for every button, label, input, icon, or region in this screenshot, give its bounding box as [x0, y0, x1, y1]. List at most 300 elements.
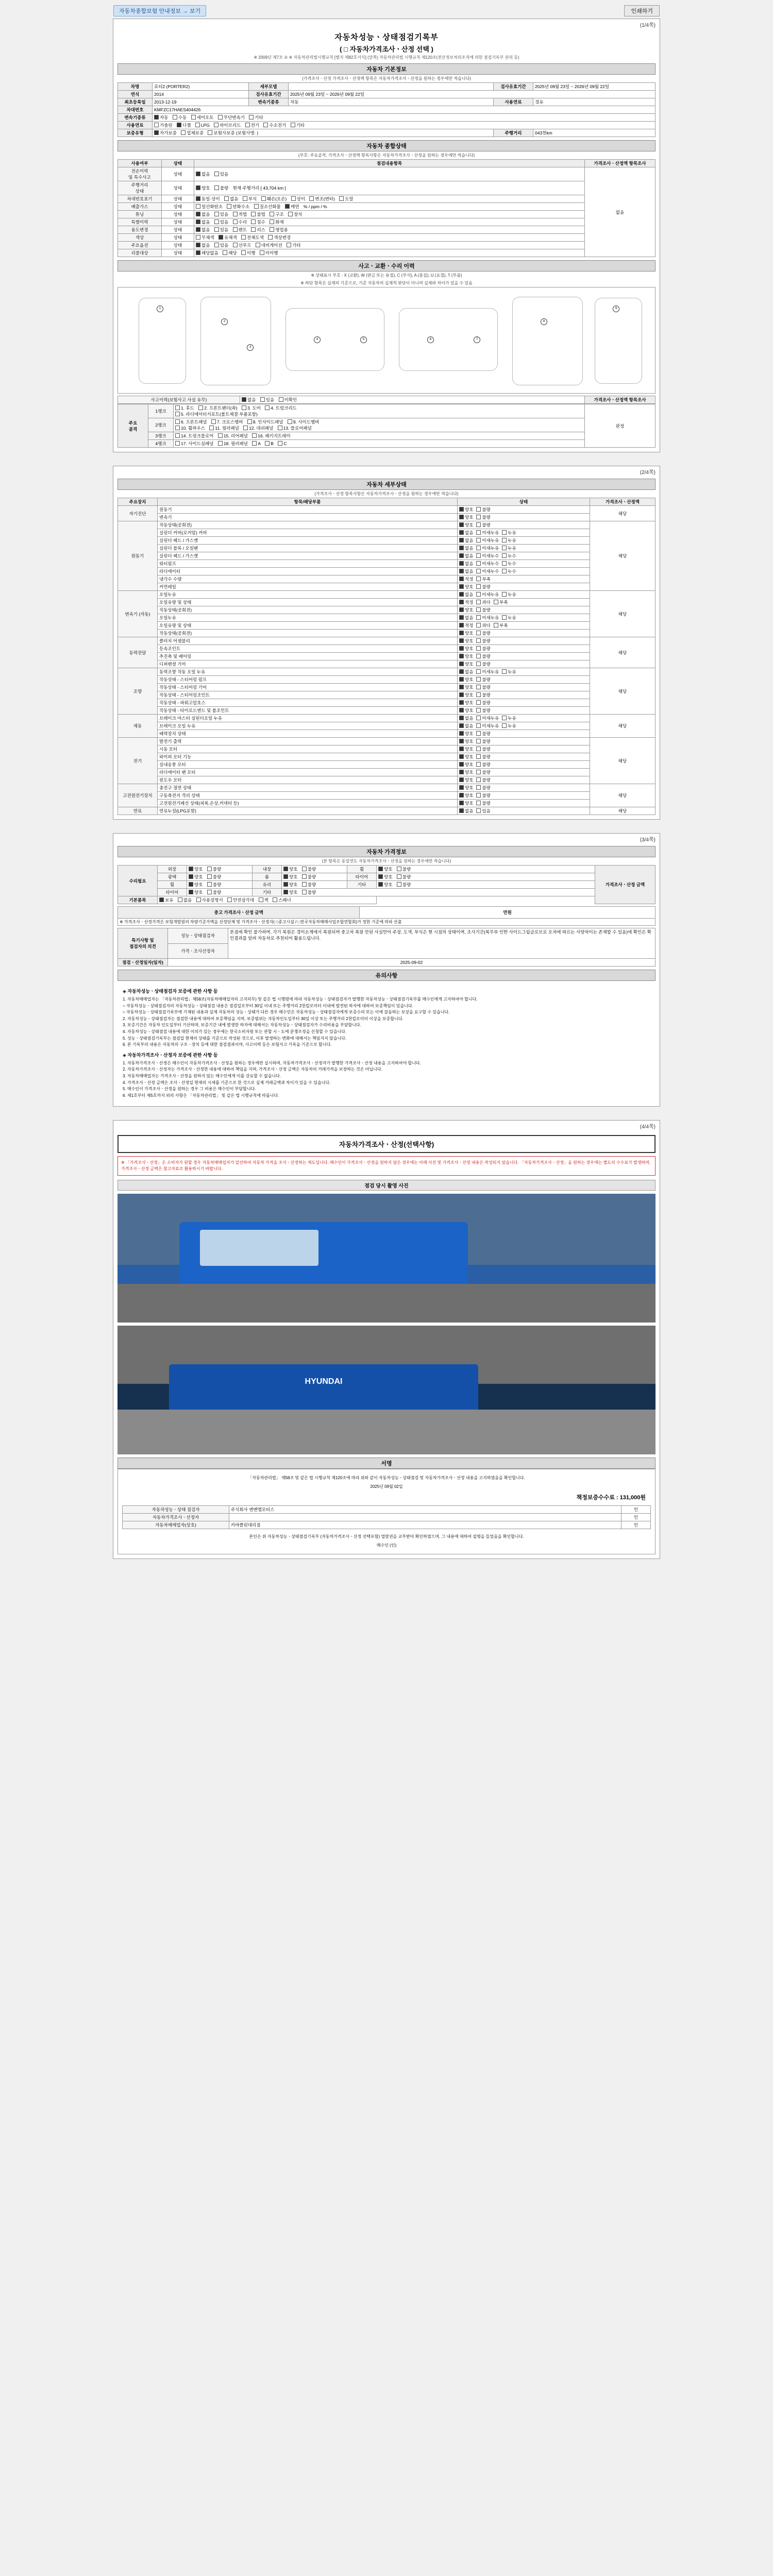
detail-item-options — [458, 529, 590, 537]
detail-rows-body — [118, 506, 656, 815]
opt-warranty-insurer[interactable]: 보험사보증 (보험사명: ) — [208, 130, 258, 136]
detail-opt[interactable]: 없음 — [459, 561, 473, 567]
detail-row — [118, 521, 656, 529]
frame-item-9[interactable]: 9. 사이드멤버 — [288, 419, 320, 425]
opt-op-etc[interactable]: 기타 — [287, 242, 300, 248]
detail-opt[interactable]: 불량 — [476, 731, 490, 737]
cell-label-trans-opts: 변속기종류 — [118, 114, 153, 122]
detail-opt[interactable]: 불량 — [476, 754, 490, 760]
opt-cl-mono[interactable]: 무채색 — [196, 234, 214, 241]
detail-price-cell: 해당 — [590, 807, 656, 815]
detail-opt[interactable]: 불량 — [476, 700, 490, 706]
detail-opt[interactable]: 양호 — [459, 692, 473, 698]
detail-item-options — [458, 599, 590, 606]
doc-subtitle: ( □ 자동차가격조사ㆍ산정 선택 ) — [340, 45, 433, 53]
notice-line: 1. 자동차매매업자는 「자동차관리법」제58조(자동차매매업자의 고지의무) 및 같은 법 시행령에 따라 자동차성능ㆍ상태점검자가 발행한 자동차성능ㆍ상태점검기록부를 매수인에게 고지하여야 합니다. — [123, 997, 478, 1002]
frame-item-14[interactable]: 14. 트렁크플로어 — [175, 433, 213, 439]
detail-opt[interactable]: 양호 — [459, 584, 473, 590]
frame-item-a[interactable]: A — [252, 441, 261, 446]
opt-wheel2-ok[interactable]: 양호 — [189, 882, 203, 888]
opt-basic-jack[interactable]: 잭 — [259, 897, 268, 903]
detail-opt[interactable]: 양호 — [459, 646, 473, 652]
detail-opt[interactable]: 있음 — [476, 808, 490, 814]
detail-price-cell: 해당 — [590, 521, 656, 591]
opt-fuel-diesel[interactable]: 디젤 — [177, 122, 191, 128]
opt-op-sunroof[interactable]: 선루프 — [233, 242, 251, 248]
detail-opt[interactable]: 양호 — [459, 761, 473, 768]
detail-opt[interactable]: 양호 — [459, 684, 473, 690]
detail-item-label: 실내송풍 모터 — [158, 761, 458, 769]
opt-uc-biz[interactable]: 영업용 — [270, 227, 288, 233]
detail-item-label: 변속기 — [158, 514, 458, 521]
detail-opt[interactable]: 불량 — [476, 630, 490, 636]
detail-opt[interactable]: 부족 — [494, 622, 508, 629]
detail-opt[interactable]: 불량 — [476, 661, 490, 667]
frame-item-1[interactable]: 1. 후드 — [175, 405, 194, 411]
row-label-total-loss: 전손이력 및 특수사고 — [118, 167, 162, 181]
detail-opt[interactable]: 불량 — [476, 769, 490, 775]
detail-opt[interactable]: 불량 — [476, 514, 490, 520]
opt-basic-manual[interactable]: 사용설명서 — [196, 897, 223, 903]
opt-vin-rust[interactable]: 부식 — [243, 196, 257, 202]
damage-point-6: 6 — [427, 336, 434, 343]
notice-line: 2. 자동차가격조사ㆍ산정자는 가격조사ㆍ산정한 내용에 대하여 책임을 지며, 가격조사ㆍ산정 금액은 자동차의 거래가격을 보장하는 것은 아닙니다. — [123, 1067, 382, 1072]
frame-item-10[interactable]: 10. 휠하우스 — [175, 425, 205, 431]
detail-opt[interactable]: 불량 — [476, 800, 490, 806]
opt-vin-alter[interactable]: 변조(변타) — [309, 196, 335, 202]
opt-tn-none[interactable]: 없음 — [196, 211, 210, 217]
frame-item-11[interactable]: 11. 필러패널 — [209, 425, 239, 431]
detail-opt[interactable]: 누유 — [502, 530, 516, 536]
detail-opt[interactable]: 적정 — [459, 576, 473, 582]
opt-fuel-gasoline[interactable]: 가솔린 — [154, 122, 173, 128]
frame-item-2[interactable]: 2. 프론트팬더(좌) — [198, 405, 237, 411]
detail-opt[interactable]: 없음 — [459, 808, 473, 814]
car-view-rear — [512, 297, 583, 385]
detail-opt[interactable]: 누유 — [502, 591, 516, 598]
detail-opt[interactable]: 적정 — [459, 622, 473, 629]
opt-uc-yes[interactable]: 있음 — [214, 227, 228, 233]
opt-polish-ok[interactable]: 양호 — [189, 874, 203, 880]
opt-trans-semi[interactable]: 세미오토 — [191, 114, 214, 121]
opt-basic-spanner[interactable]: 스패너 — [273, 897, 291, 903]
detail-opt[interactable]: 미세누수 — [476, 568, 499, 574]
opt-hi-repair[interactable]: 수리 — [233, 219, 247, 225]
opt-rc-yes[interactable]: 해당 — [223, 250, 237, 256]
detail-row — [118, 730, 656, 738]
opt-tn-device[interactable]: 장치 — [288, 211, 302, 217]
detail-opt[interactable]: 미세누유 — [476, 537, 499, 544]
frame-item-5[interactable]: 5. 라디에이터서포트(볼트체결 부품포함) — [175, 411, 258, 417]
detail-item-label: 연료누설(LPG포함) — [158, 807, 458, 815]
row-state-color: 상태 — [162, 234, 194, 242]
detail-opt[interactable]: 미세누유 — [476, 545, 499, 551]
detail-opt[interactable]: 누유 — [502, 669, 516, 675]
detail-opt[interactable]: 누유 — [502, 537, 516, 544]
detail-row — [118, 514, 656, 521]
detail-row — [118, 506, 656, 514]
rank-2-items — [174, 418, 585, 432]
frame-item-6[interactable]: 6. 프론트패널 — [175, 419, 207, 425]
detail-row — [118, 529, 656, 537]
opt-warranty-company[interactable]: 업체보증 — [181, 130, 204, 136]
detail-opt[interactable]: 불량 — [476, 785, 490, 791]
detail-opt[interactable]: 미세누유 — [476, 669, 499, 675]
opt-ext-bad[interactable]: 불량 — [207, 866, 221, 872]
detail-opt[interactable]: 불량 — [476, 761, 490, 768]
detail-item-options — [458, 622, 590, 630]
detail-opt[interactable]: 양호 — [459, 785, 473, 791]
opt-acc-none[interactable]: 없음 — [242, 397, 256, 403]
opt-fuel-etc[interactable]: 기타 — [291, 122, 305, 128]
detail-opt[interactable]: 부족 — [476, 576, 490, 582]
detail-opt[interactable]: 없음 — [459, 530, 473, 536]
opt-em-nox[interactable]: 질소산화물 — [254, 204, 281, 210]
detail-opt[interactable]: 미세누유 — [476, 715, 499, 721]
cell-label-firstreg: 최초등록일 — [118, 98, 153, 106]
notice-line: 4. 가격조사ㆍ산정 금액은 조사ㆍ산정일 현재의 시세를 기준으로 한 것으로 실제 거래금액과 차이가 있을 수 있습니다. — [123, 1080, 331, 1085]
opt-acc-yes[interactable]: 있음 — [260, 397, 274, 403]
cell-label-mileage-head: 검사유효기간 — [249, 91, 289, 98]
frame-item-3[interactable]: 3. 도어 — [242, 405, 261, 411]
detail-item-options — [458, 545, 590, 552]
opt-uc-lease[interactable]: 리스 — [251, 227, 265, 233]
detail-opt[interactable]: 양호 — [459, 607, 473, 613]
detail-item-label: 디퍼렌셜 기어 — [158, 660, 458, 668]
frame-item-13[interactable]: 13. 플로어패널 — [278, 425, 312, 431]
detail-opt[interactable]: 불량 — [476, 676, 490, 683]
opt-glass-ok[interactable]: 양호 — [283, 882, 297, 888]
section-detail-title: 자동차 세부상태 — [117, 479, 656, 490]
detail-row — [118, 668, 656, 676]
detail-opt[interactable]: 누수 — [502, 561, 516, 567]
price-col-merged: 없음 — [585, 167, 656, 257]
price-item-glass: 유리 — [253, 881, 282, 889]
emission-units: % / ppm / % — [303, 204, 327, 209]
opt-etc-ok[interactable]: 양호 — [378, 882, 392, 888]
detail-opt[interactable]: 미세누유 — [476, 591, 499, 598]
opt-fuel-ev[interactable]: 전기 — [245, 122, 259, 128]
buyer-confirm-text: 본인은 위 자동차성능ㆍ상태점검기록부 (자동차가격조사ㆍ산정 선택포함) 열람권을 교부받아 확인하였으며, 그 내용에 대하여 설명을 들었음을 확인합니다. — [249, 1534, 524, 1539]
opt-tire-ok[interactable]: 양호 — [378, 874, 392, 880]
price-item-wheel: 휠 — [347, 866, 377, 873]
detail-opt[interactable]: 불량 — [476, 746, 490, 752]
opt-em-hc[interactable]: 탄화수소 — [227, 204, 249, 210]
detail-item-label: 원동기 — [158, 506, 458, 514]
opt-hi-yes[interactable]: 있음 — [214, 219, 228, 225]
detail-opt[interactable]: 미세누유 — [476, 530, 499, 536]
detail-price-cell: 해당 — [590, 784, 656, 807]
opt-vin-diff[interactable]: 상이 — [291, 196, 305, 202]
detail-opt[interactable]: 불량 — [476, 646, 490, 652]
row-label-vin-mark: 차대번호표기 — [118, 195, 162, 203]
detail-opt[interactable]: 미세누수 — [476, 553, 499, 559]
row-state-vin: 상태 — [162, 195, 194, 203]
detail-opt[interactable]: 불량 — [476, 584, 490, 590]
detail-item-label: 와이퍼 모터 기능 — [158, 753, 458, 761]
detail-opt[interactable]: 양호 — [459, 707, 473, 714]
detail-opt[interactable]: 양호 — [459, 731, 473, 737]
detail-opt[interactable]: 불량 — [476, 738, 490, 744]
cell-warranty-options — [153, 129, 494, 137]
detail-opt[interactable]: 없음 — [459, 669, 473, 675]
opt-trans-manual[interactable]: 수동 — [173, 114, 187, 121]
opt-vin-same[interactable]: 동일·상이 — [196, 196, 220, 202]
detail-opt[interactable]: 미세누수 — [476, 561, 499, 567]
opt-vin-erase[interactable]: 도말 — [339, 196, 353, 202]
opt-vin-damage[interactable]: 훼손(오손) — [261, 196, 287, 202]
detail-item-options — [458, 568, 590, 575]
opt-rc-not[interactable]: 미이행 — [260, 250, 278, 256]
opt-tn-legal[interactable]: 적법 — [233, 211, 247, 217]
detail-opt[interactable]: 누유 — [502, 545, 516, 551]
opt-rc-na[interactable]: 해당없음 — [196, 250, 219, 256]
detail-row — [118, 583, 656, 591]
opt-cl-chroma[interactable]: 유채색 — [219, 234, 237, 241]
accident-note-1: ※ 상태표시 부호 : X (교환), W (판금 또는 용접), C (부식), A (흠집), U (요철), T (부품) — [311, 273, 462, 278]
opt-rc-done[interactable]: 이행 — [241, 250, 255, 256]
detail-opt[interactable]: 과다 — [476, 622, 490, 629]
opt-uc-none[interactable]: 없음 — [196, 227, 210, 233]
table-main-frame — [117, 404, 656, 448]
opt-tire2-ok[interactable]: 양호 — [189, 889, 203, 895]
detail-opt[interactable]: 불량 — [476, 638, 490, 644]
detail-row — [118, 792, 656, 800]
price-method-note: ※ 가격조사ㆍ산정가격은 보험개발원의 차량기준가액을 산정단체 및 가격조사ㆍ산정자( □중고시설 / □전국자동차매매사업조합연합회)가 정한 기준에 따라 산출 — [118, 919, 656, 926]
notice-line: ○ 자동차성능ㆍ상태점검기록부에 기재된 내용과 실제 자동차의 성능ㆍ상태가 다른 경우 매수인은 자동차성능ㆍ상태점검자에게 보증수리 또는 이에 갈음하는 보상을 요구할 수 있습니다. — [123, 1010, 450, 1015]
detail-opt[interactable]: 없음 — [459, 591, 473, 598]
row-opts-history — [194, 218, 585, 226]
cell-value-odo: 043천km — [533, 129, 656, 137]
detail-row — [118, 599, 656, 606]
detail-opt[interactable]: 양호 — [459, 800, 473, 806]
label-price-assessor: 가격ㆍ조사산정자 — [168, 943, 228, 959]
frame-item-18[interactable]: 18. 필러패널 — [218, 440, 248, 447]
section-price-title: 자동차 가격정보 — [117, 846, 656, 857]
opt-em-smoke[interactable]: 매연 — [285, 204, 299, 210]
frame-item-b[interactable]: B — [265, 441, 274, 446]
opt-trans-cvt[interactable]: 무단변속기 — [218, 114, 245, 121]
detail-opt[interactable]: 양호 — [459, 700, 473, 706]
cell-value-year: 2014 — [153, 91, 249, 98]
opt-wheel-ok[interactable]: 양호 — [378, 866, 392, 872]
detail-item-options — [458, 537, 590, 545]
notice-line: ○ 자동차성능ㆍ상태점검자의 자동차성능ㆍ상태점검 내용은 점검일로부터 30일 이내 또는 주행거리 2천킬로미터 이내에 발견된 하자에 대하여 보증책임이 있습니다. — [123, 1003, 413, 1008]
opt-etc-bad[interactable]: 불량 — [397, 882, 411, 888]
frame-item-16[interactable]: 16. 패키지트레이 — [252, 433, 290, 439]
opt-tl-none[interactable]: 없음 — [196, 171, 210, 177]
notice-list-1 — [123, 996, 650, 1048]
detail-item-options — [458, 753, 590, 761]
opt-int-bad[interactable]: 불량 — [302, 866, 316, 872]
sign-row-2-value — [229, 1514, 621, 1521]
opt-uc-rent[interactable]: 렌트 — [233, 227, 247, 233]
detail-row — [118, 707, 656, 715]
label-main-frame: 주요 골격 — [118, 404, 148, 448]
frame-item-12[interactable]: 12. 대쉬패널 — [243, 425, 273, 431]
opt-trans-etc[interactable]: 기타 — [249, 114, 263, 121]
detail-opt[interactable]: 양호 — [459, 769, 473, 775]
page-number-4: (4/4쪽) — [640, 1124, 656, 1130]
detail-opt[interactable]: 없음 — [459, 545, 473, 551]
opt-cl-change[interactable]: 색상변경 — [268, 234, 291, 241]
opt-op-yes[interactable]: 있음 — [214, 242, 228, 248]
car-view-side-right — [399, 308, 498, 371]
detail-opt[interactable]: 불량 — [476, 506, 490, 513]
table-overall-state — [117, 159, 656, 257]
frame-item-7[interactable]: 7. 크로스멤버 — [211, 419, 243, 425]
opt-room-bad[interactable]: 불량 — [302, 874, 316, 880]
remarks-text: 본점에 확인 불가하며, 각기 복원은 경미소계에서 복원되며 중고차 복원 안된 사실만이 주장, 도색, 부식은 현 시점의 상태이며, 조사기간(복무부 인한 사이드그립글로브로 오차에 따르는 사양차이는 존재할 수 있음)에 확인은 확인결과를 알려 자동차로 추천되어 활용드립니다. — [228, 928, 656, 959]
detail-opt[interactable]: 양호 — [459, 754, 473, 760]
detail-opt[interactable]: 양호 — [459, 661, 473, 667]
detail-opt[interactable]: 양호 — [459, 676, 473, 683]
opt-room-ok[interactable]: 양호 — [283, 874, 297, 880]
notice-line: 4. 자동차성능ㆍ상태점검 내용에 대한 이의가 있는 경우에는 한국소비자원 또는 관할 시ㆍ도에 분쟁조정을 신청할 수 있습니다. — [123, 1029, 347, 1035]
opt-trans-auto[interactable]: 자동 — [154, 114, 168, 121]
detail-opt[interactable]: 양호 — [459, 638, 473, 644]
brand-text: HYUNDAI — [305, 1377, 343, 1386]
detail-opt[interactable]: 미세누유 — [476, 723, 499, 729]
detail-item-label: 라디에이터 — [158, 568, 458, 575]
opt-vin-none[interactable]: 없음 — [224, 196, 238, 202]
detail-opt[interactable]: 불량 — [476, 522, 490, 528]
detail-item-options — [458, 668, 590, 676]
detail-opt[interactable]: 없음 — [459, 723, 473, 729]
opt-mi-ok[interactable]: 양호 — [196, 185, 210, 191]
detail-opt[interactable]: 양호 — [459, 630, 473, 636]
detail-opt[interactable]: 불량 — [476, 684, 490, 690]
opt-mi-bad[interactable]: 불량 — [214, 185, 228, 191]
detail-opt[interactable]: 불량 — [476, 653, 490, 659]
detail-opt[interactable]: 양호 — [459, 514, 473, 520]
detail-opt[interactable]: 양호 — [459, 777, 473, 783]
detail-item-label: 오일누유 — [158, 591, 458, 599]
opt-warranty-self[interactable]: 자가보증 — [154, 130, 177, 136]
vehicle-photo-front — [117, 1194, 656, 1323]
section-detail-note: (가격조사ㆍ산정 항목사항은 자동차가격조사ㆍ산정을 원하는 경우에만 적습니다) — [314, 492, 459, 496]
detail-opt[interactable]: 누유 — [502, 715, 516, 721]
detail-opt[interactable]: 없음 — [459, 568, 473, 574]
detail-row — [118, 606, 656, 614]
sheet-page-1 — [113, 19, 660, 452]
detail-opt[interactable]: 불량 — [476, 777, 490, 783]
detail-row — [118, 545, 656, 552]
detail-opt[interactable]: 적정 — [459, 599, 473, 605]
fee-label: 책정보증수수료 : — [576, 1495, 618, 1501]
detail-opt[interactable]: 누수 — [502, 568, 516, 574]
opt-basic-have[interactable]: 보유 — [159, 897, 173, 903]
detail-row — [118, 784, 656, 792]
insurance-info-link[interactable]: 자동차종합보험 안내정보 → 보기 — [113, 5, 206, 16]
print-button[interactable]: 인쇄하기 — [624, 5, 660, 16]
opt-tn-illegal[interactable]: 불법 — [251, 211, 265, 217]
opt-hi-flood[interactable]: 침수 — [251, 219, 265, 225]
opt-etc2-ok[interactable]: 양호 — [283, 889, 297, 895]
detail-group-label: 제동 — [118, 715, 158, 738]
opt-tl-yes[interactable]: 있음 — [214, 171, 228, 177]
detail-opt[interactable]: 누유 — [502, 615, 516, 621]
detail-opt[interactable]: 양호 — [459, 506, 473, 513]
opt-ext-ok[interactable]: 양호 — [189, 866, 203, 872]
opt-basic-triangle[interactable]: 안전삼각대 — [227, 897, 254, 903]
notice-line: 3. 자동차매매업자는 가격조사ㆍ산정을 원하지 않는 매수인에게 이를 강요할 수 없습니다. — [123, 1074, 281, 1079]
opt-wheel2-bad[interactable]: 불량 — [207, 882, 221, 888]
detail-item-options — [458, 514, 590, 521]
detail-item-label: 고전원전기배선 상태(피복,손상,커넥터 등) — [158, 800, 458, 807]
frame-item-15[interactable]: 15. 리어패널 — [218, 433, 248, 439]
detail-opt[interactable]: 양호 — [459, 746, 473, 752]
opt-tn-yes[interactable]: 있음 — [214, 211, 228, 217]
detail-opt[interactable]: 불량 — [476, 707, 490, 714]
frame-item-17[interactable]: 17. 사이드실패널 — [175, 440, 213, 447]
detail-item-options — [458, 660, 590, 668]
opt-op-nav[interactable]: 네비게이션 — [256, 242, 282, 248]
detail-opt[interactable]: 양호 — [459, 792, 473, 799]
detail-opt[interactable]: 누유 — [502, 723, 516, 729]
detail-opt[interactable]: 불량 — [476, 692, 490, 698]
detail-opt[interactable]: 불량 — [476, 607, 490, 613]
opt-basic-none[interactable]: 없음 — [178, 897, 192, 903]
cell-trans-options — [153, 114, 656, 122]
row-opts-vin — [194, 195, 585, 203]
frame-item-c[interactable]: C — [278, 441, 287, 446]
detail-opt[interactable]: 없음 — [459, 553, 473, 559]
notice-line: 1. 자동차가격조사ㆍ산정은 매수인이 자동차가격조사ㆍ산정을 원하는 경우에만 실시하며, 자동차가격조사ㆍ산정자가 발행한 가격조사ㆍ산정 내용을 고지하여야 합니다. — [123, 1060, 421, 1065]
detail-opt[interactable]: 없음 — [459, 615, 473, 621]
detail-opt[interactable]: 없음 — [459, 715, 473, 721]
section-notice-title: 유의사항 — [117, 970, 656, 981]
detail-opt[interactable]: 미세누유 — [476, 615, 499, 621]
frame-item-8[interactable]: 8. 인사이드패널 — [247, 419, 283, 425]
detail-opt[interactable]: 누수 — [502, 553, 516, 559]
opt-em-co[interactable]: 일산화탄소 — [196, 204, 223, 210]
opt-etc2-bad[interactable]: 불량 — [302, 889, 316, 895]
detail-opt[interactable]: 과다 — [476, 599, 490, 605]
th-price-col: 가격조사ㆍ산정액 항목조사 — [585, 160, 656, 167]
cell-fuel-options — [153, 122, 656, 129]
detail-opt[interactable]: 양호 — [459, 738, 473, 744]
detail-row — [118, 622, 656, 630]
opt-glass-bad[interactable]: 불량 — [302, 882, 316, 888]
opt-tn-structure[interactable]: 구조 — [270, 211, 283, 217]
opt-hi-none[interactable]: 없음 — [196, 219, 210, 225]
detail-opt[interactable]: 양호 — [459, 653, 473, 659]
opt-cl-full[interactable]: 전체도색 — [241, 234, 264, 241]
opt-fuel-lpg[interactable]: LPG — [195, 123, 210, 128]
opt-fuel-h2[interactable]: 수소전기 — [263, 122, 286, 128]
detail-opt[interactable]: 양호 — [459, 522, 473, 528]
opt-polish-bad[interactable]: 불량 — [207, 874, 221, 880]
detail-item-label: 작동상태(공회전) — [158, 521, 458, 529]
detail-row — [118, 776, 656, 784]
detail-row — [118, 684, 656, 691]
detail-opt[interactable]: 없음 — [459, 537, 473, 544]
opt-tire-bad[interactable]: 불량 — [397, 874, 411, 880]
opt-acc-unknown[interactable]: 미확인 — [279, 397, 297, 403]
opt-wheel-bad[interactable]: 불량 — [397, 866, 411, 872]
detail-opt[interactable]: 부족 — [494, 599, 508, 605]
cell-label-odo: 주행거리 — [494, 129, 533, 137]
opt-hi-fire[interactable]: 화재 — [270, 219, 283, 225]
opt-op-none[interactable]: 없음 — [196, 242, 210, 248]
frame-item-4[interactable]: 4. 트렁크리드 — [265, 405, 297, 411]
opt-fuel-hybrid[interactable]: 하이브리드 — [214, 122, 241, 128]
detail-item-label: 발전기 출력 — [158, 738, 458, 745]
opt-int-ok[interactable]: 양호 — [283, 866, 297, 872]
detail-opt[interactable]: 불량 — [476, 792, 490, 799]
opt-tire2-bad[interactable]: 불량 — [207, 889, 221, 895]
